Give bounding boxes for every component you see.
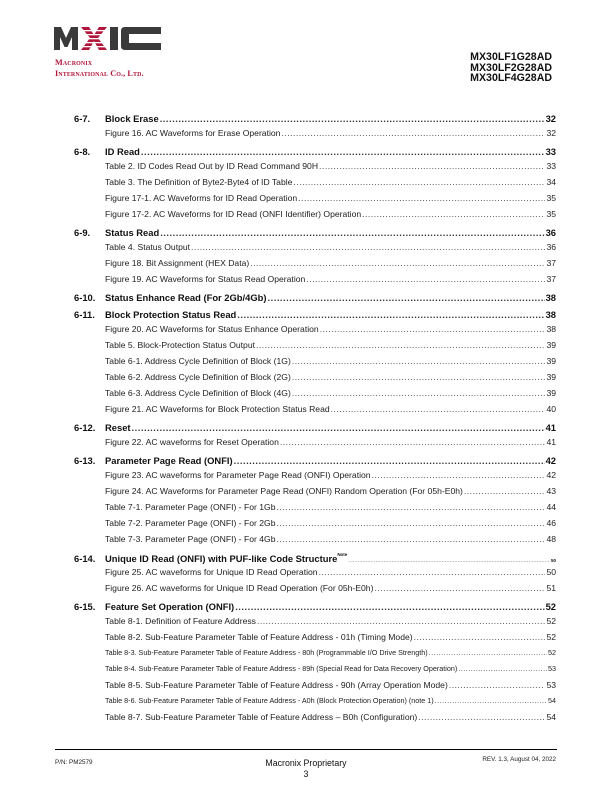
toc-sub-entry[interactable] <box>74 340 556 356</box>
dot-leader <box>435 696 547 705</box>
dot-leader <box>319 567 546 577</box>
toc-sub-entry[interactable] <box>74 502 556 518</box>
section-number: 6-8. <box>74 146 91 157</box>
entry-title <box>105 372 291 382</box>
entry-title-text: Figure 20. AC Waveforms for Status Enhance Operation <box>105 324 319 334</box>
entry-page-number: 52 <box>548 648 556 657</box>
entry-page-number: 42 <box>546 470 556 480</box>
toc-sub-entry[interactable] <box>74 567 556 583</box>
dot-leader <box>429 648 547 657</box>
entry-title <box>105 128 280 138</box>
section-number: 6-15. <box>74 601 96 612</box>
section-number: 6-7. <box>74 113 91 124</box>
entry-title <box>105 437 279 447</box>
toc-sub-entry[interactable] <box>74 274 556 290</box>
entry-title <box>105 209 361 219</box>
entry-title-text: Table 4. Status Output <box>105 242 191 252</box>
entry-page-number: 36 <box>546 242 556 252</box>
entry-title-text: Feature Set Operation (ONFI) <box>105 601 235 612</box>
dot-leader <box>362 209 545 219</box>
section-number: 6-11. <box>74 309 95 320</box>
dot-leader <box>292 356 546 366</box>
proprietary-notice: Macronix Proprietary <box>265 758 347 768</box>
note-superscript: Note <box>337 552 348 557</box>
entry-title-text: Unique ID Read (ONFI) with PUF-like Code Structure <box>105 553 338 564</box>
toc-sub-entry[interactable] <box>74 193 556 209</box>
entry-title <box>105 601 234 612</box>
entry-title-text: Figure 19. AC Waveforms for Status Read Operation <box>105 274 306 284</box>
toc-sub-entry[interactable] <box>74 437 556 453</box>
entry-title-text: Table 5. Block-Protection Status Output <box>105 340 255 350</box>
entry-title <box>105 242 190 252</box>
company-name <box>55 57 144 79</box>
dot-leader <box>268 292 545 303</box>
entry-title <box>105 552 347 564</box>
entry-page-number: 33 <box>545 146 556 157</box>
toc-sub-entry[interactable] <box>74 616 556 632</box>
entry-page-number: 39 <box>546 340 556 350</box>
model-number: MX30LF1G28AD <box>470 51 552 63</box>
dot-leader <box>234 455 545 466</box>
section-number: 6-14. <box>74 553 96 564</box>
entry-page-number: 54 <box>548 696 556 705</box>
toc-sub-entry[interactable] <box>74 664 556 680</box>
entry-page-number: 41 <box>545 422 556 433</box>
entry-title <box>105 113 159 124</box>
dot-leader <box>298 193 545 203</box>
toc-sub-entry[interactable] <box>74 712 556 728</box>
entry-title-text: Table 6-2. Address Cycle Definition of Block (2G) <box>105 372 291 382</box>
entry-title-text: Status Enhance Read (For 2Gb/4Gb) <box>105 292 267 303</box>
toc-section-entry[interactable] <box>74 225 556 242</box>
entry-title <box>105 486 463 496</box>
entry-title-text: Parameter Page Read (ONFI) <box>105 455 233 466</box>
dot-leader <box>374 583 545 593</box>
model-number: MX30LF2G28AD <box>470 61 552 74</box>
entry-page-number: 42 <box>545 455 556 466</box>
entry-title-text: Table 6-1. Address Cycle Definition of Block (1G) <box>105 356 291 366</box>
entry-page-number: 36 <box>545 227 556 238</box>
entry-page-number: 33 <box>546 161 556 171</box>
entry-title <box>105 632 413 642</box>
dot-leader <box>292 388 546 398</box>
toc-sub-entry[interactable] <box>74 518 556 534</box>
entry-title-text: Table 3. The Definition of Byte2-Byte4 of ID Table <box>105 177 293 187</box>
entry-title <box>105 161 318 171</box>
entry-title <box>105 274 305 284</box>
section-number: 6-12. <box>74 422 96 433</box>
entry-title-text: Block Erase <box>105 113 159 124</box>
entry-title <box>105 518 276 528</box>
dot-leader <box>191 242 545 252</box>
toc-section-entry[interactable] <box>74 453 556 470</box>
entry-title <box>105 177 292 187</box>
entry-title-text: Table 8-2. Sub-Feature Parameter Table of Feature Address - 01h (Timing Mode) <box>105 632 413 642</box>
dot-leader <box>277 502 546 512</box>
entry-title <box>105 470 371 480</box>
entry-page-number: 38 <box>545 309 556 320</box>
entry-page-number: 52 <box>545 601 556 612</box>
model-numbers <box>470 52 552 84</box>
entry-page-number: 39 <box>546 356 556 366</box>
mxic-logo-icon <box>54 26 162 50</box>
entry-title <box>105 583 373 593</box>
entry-page-number: 52 <box>546 616 556 626</box>
dot-leader <box>132 422 545 433</box>
entry-title <box>105 356 291 366</box>
model-number: MX30LF4G28AD <box>470 72 552 85</box>
dot-leader <box>160 113 545 124</box>
entry-title <box>105 616 256 626</box>
toc-sub-entry[interactable] <box>74 356 556 372</box>
entry-title <box>105 292 267 303</box>
toc-sub-entry[interactable] <box>74 388 556 404</box>
toc-section-entry[interactable] <box>74 420 556 437</box>
footer-divider <box>55 749 557 750</box>
entry-title-text: Status Read <box>105 227 160 238</box>
page-number: 3 <box>303 769 309 779</box>
entry-title-text: Table 7-3. Parameter Page (ONFI) - For 4Gb <box>105 534 276 544</box>
toc-sub-entry[interactable] <box>74 648 556 664</box>
entry-title <box>105 680 448 690</box>
entry-title <box>105 309 236 320</box>
toc-section-entry[interactable] <box>74 144 556 161</box>
entry-page-number: 32 <box>546 128 556 138</box>
toc-sub-entry[interactable] <box>74 258 556 274</box>
toc-section-entry[interactable] <box>74 307 556 324</box>
entry-title-text: Figure 25. AC waveforms for Unique ID Read Operation <box>105 567 318 577</box>
dot-leader <box>235 601 544 612</box>
entry-title-text: Table 8-4. Sub-Feature Parameter Table of Feature Address - 89h (Special Read for Data Recovery Operation) <box>105 664 458 673</box>
entry-title <box>105 534 276 544</box>
entry-title-text: Figure 24. AC Waveforms for Parameter Page Read (ONFI) Random Operation (For 05h-E0h) <box>105 486 463 496</box>
part-number: P/N: PM2579 <box>55 759 93 766</box>
entry-title-text: Figure 16. AC Waveforms for Erase Operation <box>105 128 281 138</box>
dot-leader <box>306 274 545 284</box>
entry-title <box>105 712 417 722</box>
dot-leader <box>292 372 546 382</box>
entry-page-number: 50 <box>550 558 556 563</box>
section-number: 6-13. <box>74 455 96 466</box>
entry-title-text: Figure 17-2. AC Waveforms for ID Read (ONFI Identifier) Operation <box>105 209 362 219</box>
toc-sub-entry[interactable] <box>74 128 556 144</box>
toc-sub-entry[interactable] <box>74 209 556 225</box>
dot-leader <box>277 518 546 528</box>
entry-title-text: Table 7-2. Parameter Page (ONFI) - For 2Gb <box>105 518 276 528</box>
entry-title-text: Table 6-3. Address Cycle Definition of Block (4G) <box>105 388 291 398</box>
dot-leader <box>418 712 545 722</box>
entry-page-number: 43 <box>546 486 556 496</box>
dot-leader <box>319 161 545 171</box>
dot-leader <box>348 553 550 564</box>
entry-title-text: Reset <box>105 422 131 433</box>
toc-sub-entry[interactable] <box>74 632 556 648</box>
toc-section-entry[interactable] <box>74 111 556 128</box>
entry-title-text: Figure 21. AC Waveforms for Block Protection Status Read <box>105 404 330 414</box>
entry-title <box>105 455 233 466</box>
dot-leader <box>160 227 544 238</box>
toc-section-entry[interactable] <box>74 550 556 567</box>
dot-leader <box>250 258 545 268</box>
entry-title <box>105 422 131 433</box>
entry-page-number: 39 <box>546 372 556 382</box>
entry-page-number: 48 <box>546 534 556 544</box>
entry-page-number: 52 <box>546 632 556 642</box>
entry-title <box>105 388 291 398</box>
entry-page-number: 37 <box>546 258 556 268</box>
dot-leader <box>141 146 545 157</box>
entry-page-number: 34 <box>546 177 556 187</box>
dot-leader <box>372 470 546 480</box>
toc-sub-entry[interactable] <box>74 242 556 258</box>
entry-title-text: Block Protection Status Read <box>105 309 237 320</box>
dot-leader <box>464 486 546 496</box>
entry-title-text: Table 8-6. Sub-Feature Parameter Table of Feature Address - A0h (Block Protection Operation) (note 1) <box>105 696 434 705</box>
entry-title <box>105 696 434 705</box>
toc-sub-entry[interactable] <box>74 470 556 486</box>
toc-section-entry[interactable] <box>74 599 556 616</box>
entry-title <box>105 404 330 414</box>
entry-page-number: 32 <box>545 113 556 124</box>
dot-leader <box>281 128 545 138</box>
entry-page-number: 54 <box>546 712 556 722</box>
section-number: 6-10. <box>74 292 96 303</box>
dot-leader <box>458 664 547 673</box>
entry-title-text: Table 8-5. Sub-Feature Parameter Table of Feature Address - 90h (Array Operation Mode) <box>105 680 448 690</box>
entry-title-text: Table 8-7. Sub-Feature Parameter Table of Feature Address – B0h (Configuration) <box>105 712 418 722</box>
entry-page-number: 35 <box>546 193 556 203</box>
toc-sub-entry[interactable] <box>74 324 556 340</box>
entry-page-number: 53 <box>546 680 556 690</box>
dot-leader <box>256 340 545 350</box>
entry-title <box>105 502 276 512</box>
entry-title <box>105 146 140 157</box>
revision-date: REV. 1.3, August 04, 2022 <box>482 756 556 763</box>
entry-title <box>105 340 255 350</box>
toc-sub-entry[interactable] <box>74 404 556 420</box>
dot-leader <box>449 680 546 690</box>
entry-page-number: 50 <box>546 567 556 577</box>
entry-title <box>105 567 318 577</box>
entry-title-text: Figure 17-1. AC Waveforms for ID Read Operation <box>105 193 298 203</box>
entry-title-text: Table 7-1. Parameter Page (ONFI) - For 1Gb <box>105 502 276 512</box>
entry-page-number: 38 <box>546 324 556 334</box>
dot-leader <box>280 437 546 447</box>
company-name-line2: International Co., Ltd. <box>55 69 144 78</box>
dot-leader <box>237 309 544 320</box>
table-of-contents <box>74 111 556 728</box>
entry-page-number: 41 <box>546 437 556 447</box>
entry-page-number: 51 <box>546 583 556 593</box>
entry-title <box>105 324 319 334</box>
toc-sub-entry[interactable] <box>74 372 556 388</box>
entry-page-number: 37 <box>546 274 556 284</box>
entry-title-text: Figure 26. AC waveforms for Unique ID Read Operation (For 05h-E0h) <box>105 583 374 593</box>
entry-title <box>105 227 159 238</box>
entry-title-text: Table 8-1. Definition of Feature Address <box>105 616 256 626</box>
entry-title-text: Figure 18. Bit Assignment (HEX Data) <box>105 258 250 268</box>
entry-title <box>105 258 249 268</box>
entry-title <box>105 193 297 203</box>
toc-sub-entry[interactable] <box>74 696 556 712</box>
dot-leader <box>331 404 546 414</box>
toc-sub-entry[interactable] <box>74 177 556 193</box>
toc-sub-entry[interactable] <box>74 534 556 550</box>
entry-page-number: 44 <box>546 502 556 512</box>
company-name-line1: Macronix <box>55 58 93 67</box>
entry-title-text: Table 2. ID Codes Read Out by ID Read Command 90H <box>105 161 319 171</box>
entry-page-number: 35 <box>546 209 556 219</box>
entry-title-text: ID Read <box>105 146 140 157</box>
toc-section-entry[interactable] <box>74 290 556 307</box>
section-number: 6-9. <box>74 227 91 238</box>
dot-leader <box>293 177 545 187</box>
entry-page-number: 40 <box>546 404 556 414</box>
dot-leader <box>257 616 545 626</box>
entry-page-number: 46 <box>546 518 556 528</box>
entry-page-number: 53 <box>548 664 556 673</box>
dot-leader <box>320 324 546 334</box>
toc-sub-entry[interactable] <box>74 583 556 599</box>
entry-title <box>105 648 428 657</box>
toc-sub-entry[interactable] <box>74 161 556 177</box>
entry-title-text: Figure 23. AC waveforms for Parameter Page Read (ONFI) Operation <box>105 470 371 480</box>
dot-leader <box>414 632 546 642</box>
entry-title-text: Figure 22. AC waveforms for Reset Operation <box>105 437 279 447</box>
entry-title-text: Table 8-3. Sub-Feature Parameter Table of Feature Address - 80h (Programmable I/O Drive Strength) <box>105 648 428 657</box>
dot-leader <box>277 534 546 544</box>
entry-page-number: 38 <box>545 292 556 303</box>
entry-title <box>105 664 457 673</box>
toc-sub-entry[interactable] <box>74 486 556 502</box>
entry-page-number: 39 <box>546 388 556 398</box>
toc-sub-entry[interactable] <box>74 680 556 696</box>
